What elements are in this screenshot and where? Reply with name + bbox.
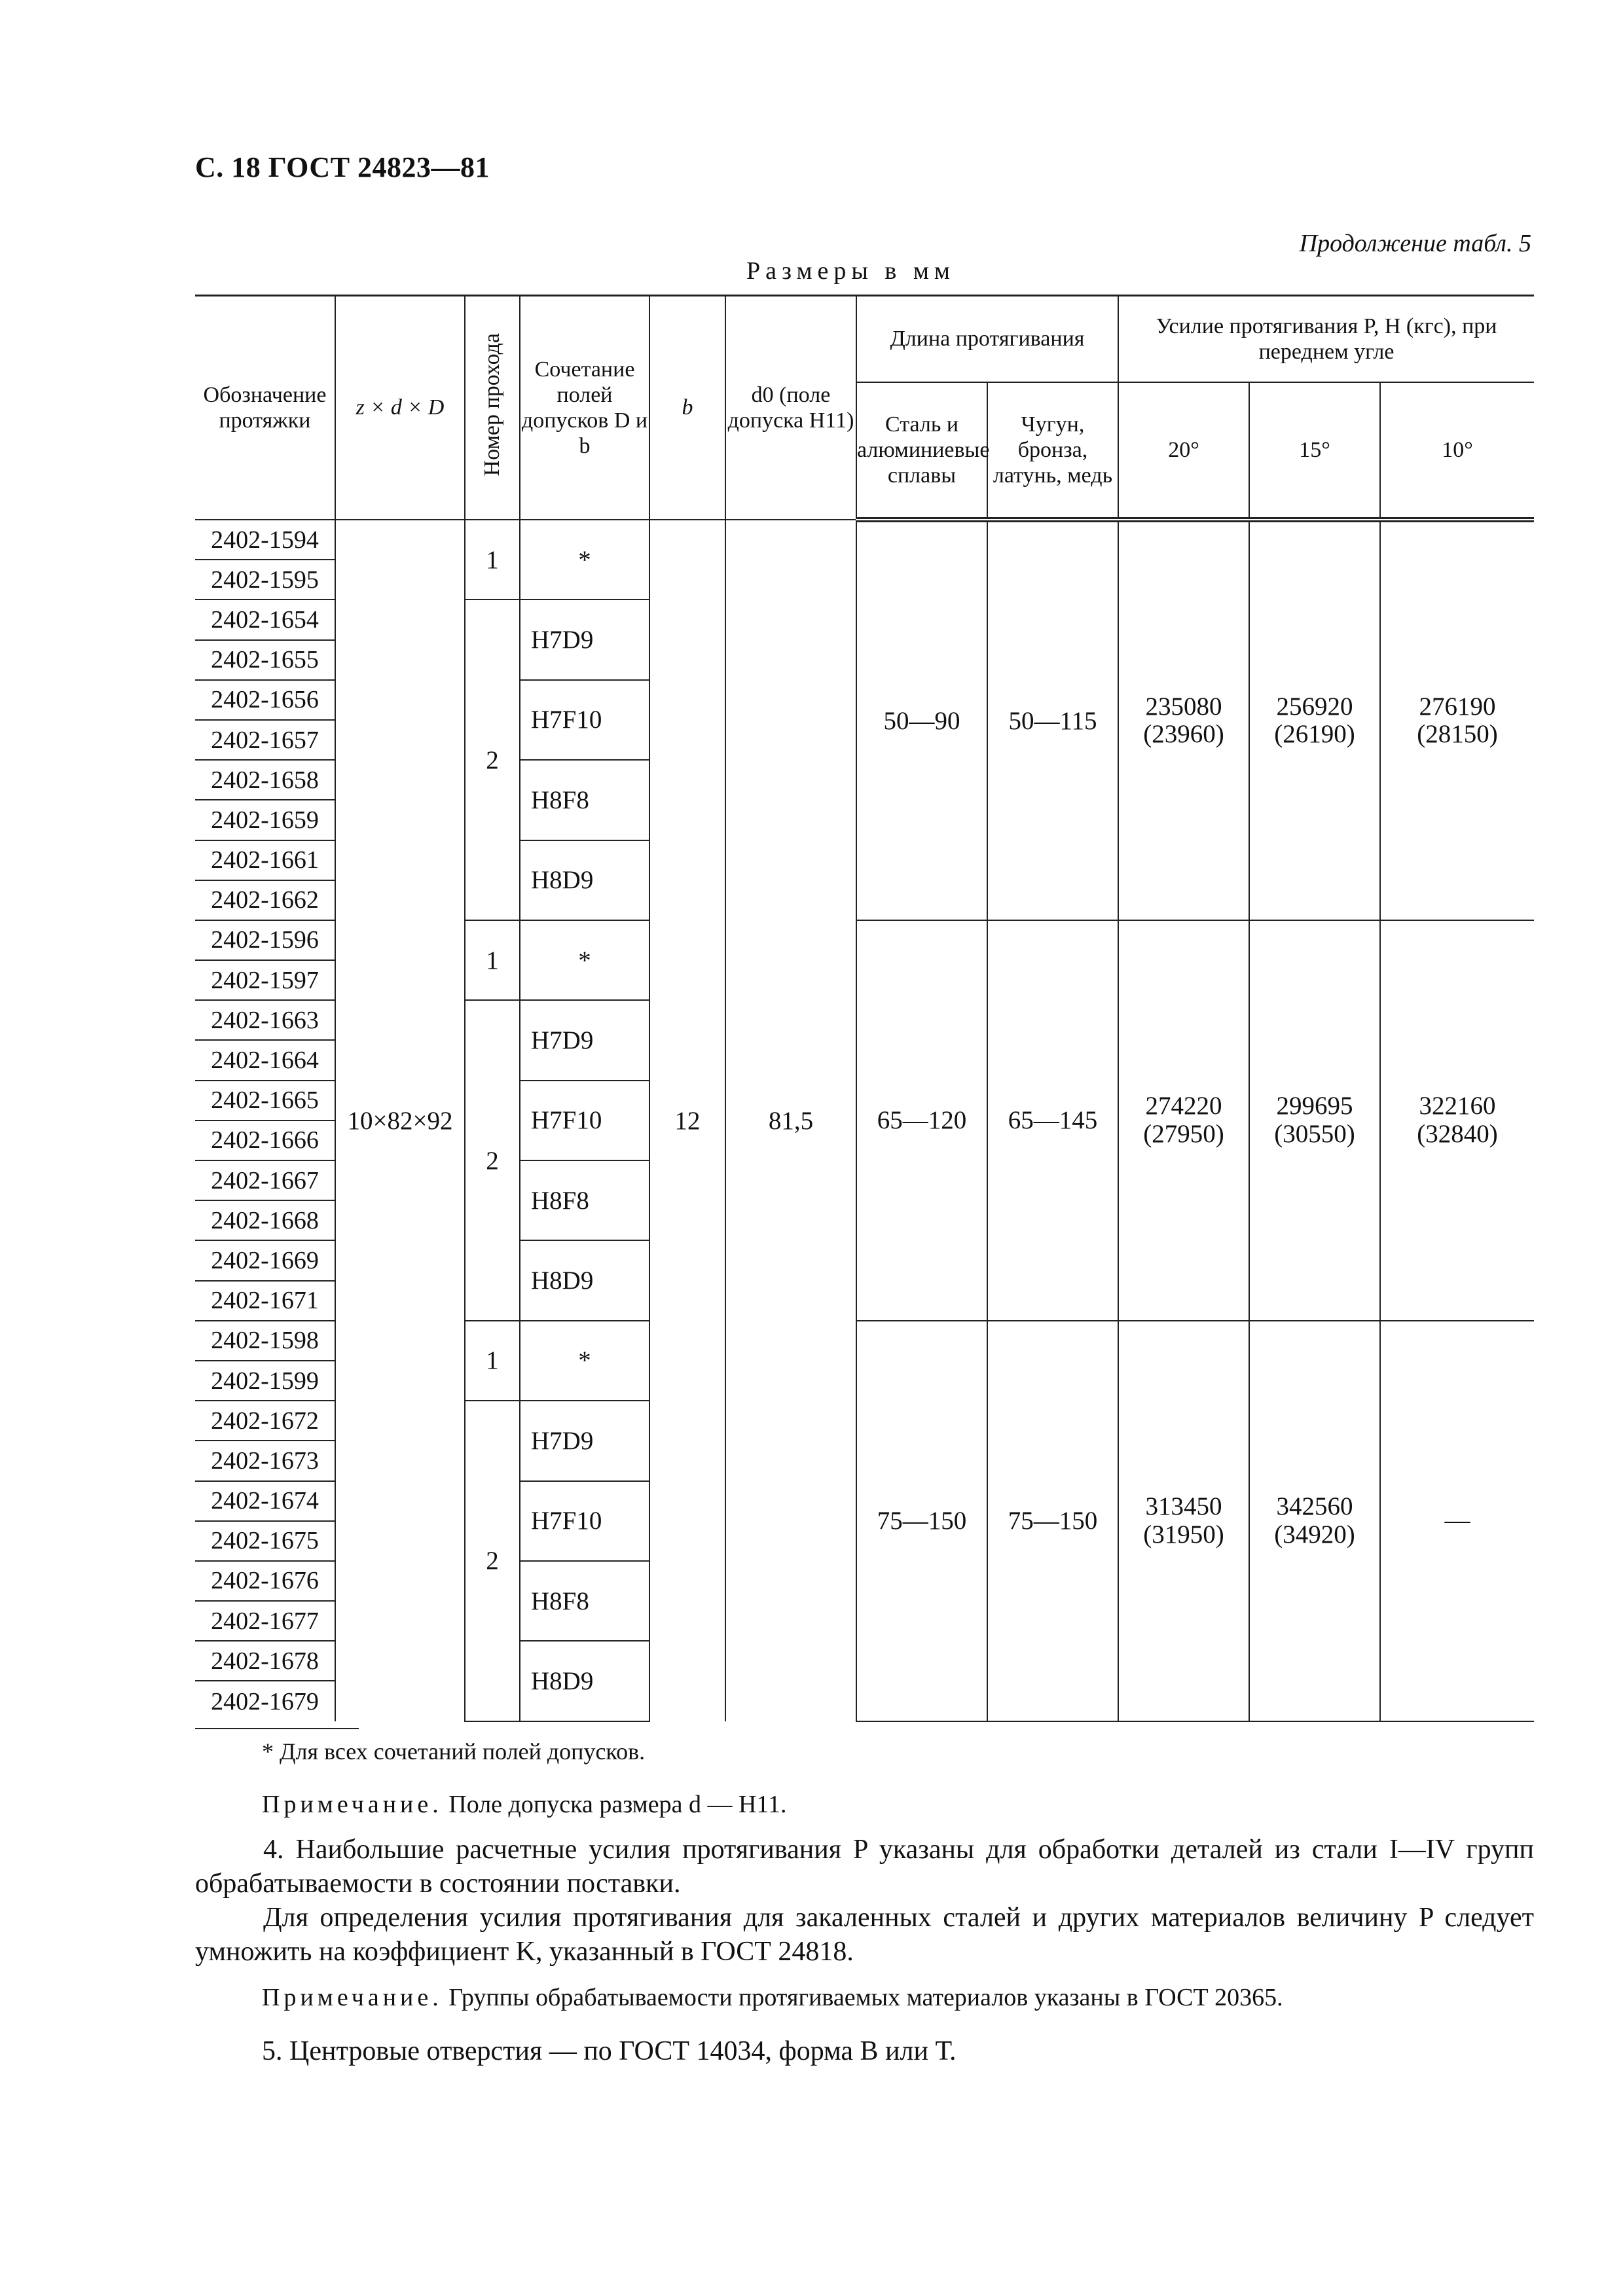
paragraph-4-line-2: Для определения усилия протягивания для закаленных сталей и других материалов величину P следует умножить на коэффициент K, указанный в ГОСТ 24818.: [195, 1903, 1534, 1967]
force-newton: 274220: [1145, 1091, 1222, 1120]
pass-number-cell: 1: [465, 520, 520, 600]
header-angle-15: 15°: [1249, 382, 1380, 520]
force-kgf: (31950): [1143, 1520, 1224, 1549]
note-1-text: Поле допуска размера d — H11.: [448, 1791, 787, 1818]
force-newton: 235080: [1145, 692, 1222, 721]
note-1-label: Примечание.: [262, 1791, 443, 1818]
designation-cell: 2402-1677: [195, 1601, 335, 1641]
combination-cell: H7F10: [520, 1481, 649, 1561]
combination-cell: H7F10: [520, 1081, 649, 1160]
designation-cell: 2402-1673: [195, 1441, 335, 1480]
combination-cell: H7D9: [520, 1401, 649, 1480]
designation-cell: 2402-1595: [195, 560, 335, 600]
force-kgf: (34920): [1274, 1520, 1355, 1549]
designation-cell: 2402-1658: [195, 760, 335, 800]
paragraph-4-line-1: 4. Наибольшие расчетные усилия протягивания P указаны для обработки деталей из стали I—IV групп обрабатываемости в состоянии поставки.: [195, 1835, 1534, 1899]
force-15-cell: [1249, 1321, 1380, 1721]
designation-cell: 2402-1672: [195, 1401, 335, 1441]
force-10-cell: [1380, 520, 1534, 920]
length-iron-cell: 65—145: [987, 920, 1118, 1321]
note-1: [262, 1790, 786, 1819]
force-newton: 342560: [1276, 1492, 1353, 1520]
designation-cell: 2402-1666: [195, 1121, 335, 1160]
designation-cell: 2402-1662: [195, 880, 335, 920]
combination-cell: *: [520, 920, 649, 1000]
designation-cell: 2402-1654: [195, 600, 335, 639]
footnote-separator: [195, 1728, 359, 1729]
pass-number-cell: 1: [465, 920, 520, 1000]
designation-cell: 2402-1668: [195, 1200, 335, 1240]
force-15-cell: [1249, 520, 1380, 920]
length-iron-cell: 75—150: [987, 1321, 1118, 1721]
header-length-group: Длина протягивания: [856, 296, 1118, 383]
designation-cell: 2402-1661: [195, 840, 335, 880]
header-length-iron: Чугун, бронза, латунь, медь: [987, 382, 1118, 520]
combination-cell: H8D9: [520, 840, 649, 920]
combination-cell: H7D9: [520, 1000, 649, 1080]
header-designation: Обозначение протяжки: [195, 296, 335, 520]
combination-cell: H7F10: [520, 680, 649, 760]
b-cell: 12: [649, 520, 725, 1721]
note-2-label: Примечание.: [262, 1984, 443, 2011]
designation-cell: 2402-1667: [195, 1160, 335, 1200]
designation-cell: 2402-1664: [195, 1040, 335, 1080]
length-iron-cell: 50—115: [987, 520, 1118, 920]
designation-cell: 2402-1597: [195, 960, 335, 1000]
combination-cell: H8D9: [520, 1641, 649, 1721]
header-angle-10: 10°: [1380, 382, 1534, 520]
designation-cell: 2402-1659: [195, 800, 335, 840]
length-steel-cell: 50—90: [856, 520, 987, 920]
table-row: [195, 520, 1534, 560]
combination-cell: H8F8: [520, 760, 649, 840]
broach-table: [195, 295, 1534, 1722]
footnote: * Для всех сочетаний полей допусков.: [262, 1738, 646, 1765]
designation-cell: 2402-1663: [195, 1000, 335, 1040]
pass-number-cell: 2: [465, 1401, 520, 1721]
header-pass-no: Номер прохода: [465, 296, 520, 520]
designation-cell: 2402-1679: [211, 1687, 319, 1715]
table-continuation-label: Продолжение табл. 5: [1299, 230, 1531, 257]
zdD-cell: 10×82×92: [335, 520, 465, 1721]
pass-number-cell: 2: [465, 1000, 520, 1321]
designation-cell: 2402-1671: [195, 1281, 335, 1321]
note-2-text: Группы обрабатываемости протягиваемых материалов указаны в ГОСТ 20365.: [448, 1984, 1283, 2011]
designation-cell: 2402-1596: [195, 920, 335, 960]
force-kgf: (23960): [1143, 720, 1224, 749]
page-header: С. 18 ГОСТ 24823—81: [195, 151, 490, 183]
designation-cell: 2402-1656: [195, 680, 335, 720]
header-zdD: z × d × D: [335, 296, 465, 520]
force-newton: —: [1444, 1506, 1470, 1535]
designation-cell: 2402-1676: [195, 1561, 335, 1601]
designation-cell: 2402-1598: [195, 1321, 335, 1361]
force-20-cell: [1118, 920, 1249, 1321]
force-newton: 313450: [1145, 1492, 1222, 1520]
force-20-cell: [1118, 520, 1249, 920]
designation-cell: 2402-1665: [195, 1081, 335, 1121]
paragraph-5: 5. Центровые отверстия — по ГОСТ 14034, форма В или Т.: [262, 2036, 957, 2066]
header-combination: Сочетание полей допусков D и b: [520, 296, 649, 520]
combination-cell: *: [520, 520, 649, 600]
force-15-cell: [1249, 920, 1380, 1321]
designation-cell: 2402-1599: [195, 1361, 335, 1401]
force-newton: 276190: [1419, 692, 1496, 721]
d0-cell: 81,5: [725, 520, 856, 1721]
designation-cell: 2402-1594: [195, 520, 335, 560]
designation-cell: 2402-1678: [195, 1641, 335, 1681]
force-20-cell: [1118, 1321, 1249, 1721]
header-b: b: [649, 296, 725, 520]
combination-cell: H8F8: [520, 1160, 649, 1240]
header-angle-20: 20°: [1118, 382, 1249, 520]
designation-cell: 2402-1669: [195, 1240, 335, 1280]
header-force-group: Усилие протягивания P, Н (кгс), при переднем угле: [1118, 296, 1534, 383]
force-kgf: (30550): [1274, 1119, 1355, 1148]
designation-cell: 2402-1675: [195, 1521, 335, 1561]
force-newton: 322160: [1419, 1091, 1496, 1120]
units-label: Размеры в мм: [746, 257, 955, 285]
force-10-cell: [1380, 920, 1534, 1321]
header-length-steel: Сталь и алюминиевые сплавы: [856, 382, 987, 520]
force-kgf: (32840): [1417, 1119, 1498, 1148]
pass-number-cell: 2: [465, 600, 520, 920]
length-steel-cell: 75—150: [856, 1321, 987, 1721]
header-d0: d0 (поле допуска H11): [725, 296, 856, 520]
force-kgf: (27950): [1143, 1119, 1224, 1148]
force-newton: 299695: [1276, 1091, 1353, 1120]
combination-cell: H7D9: [520, 600, 649, 679]
combination-cell: *: [520, 1321, 649, 1401]
pass-number-cell: 1: [465, 1321, 520, 1401]
designation-cell: 2402-1657: [195, 720, 335, 760]
note-2: [262, 1983, 1283, 2012]
force-kgf: (28150): [1417, 720, 1498, 749]
combination-cell: H8F8: [520, 1561, 649, 1641]
force-kgf: (26190): [1274, 720, 1355, 749]
designation-cell: 2402-1655: [195, 640, 335, 680]
designation-cell: 2402-1674: [195, 1481, 335, 1521]
paragraph-4: [195, 1833, 1534, 1969]
length-steel-cell: 65—120: [856, 920, 987, 1321]
force-10-cell: [1380, 1321, 1534, 1721]
combination-cell: H8D9: [520, 1240, 649, 1320]
force-newton: 256920: [1276, 692, 1353, 721]
